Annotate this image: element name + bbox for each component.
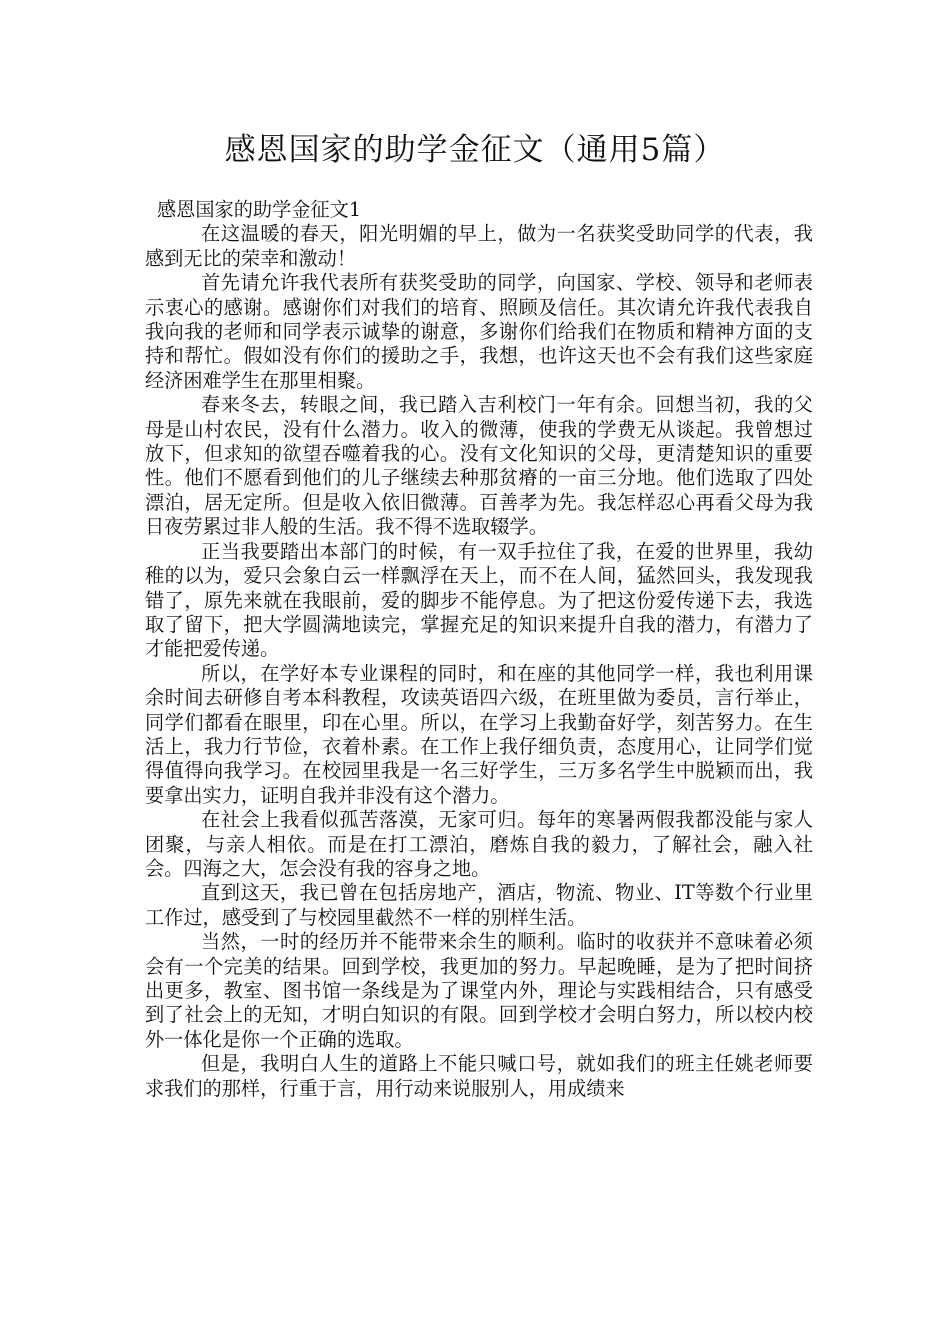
paragraph: 但是，我明白人生的道路上不能只喊口号，就如我们的班主任姚老师要求我们的那样，行重于言，用行动来说服别人，用成绩来 <box>145 1052 813 1100</box>
paragraph: 首先请允许我代表所有获奖受助的同学，向国家、学校、领导和老师表示衷心的感谢。感谢你们对我们的培育、照顾及信任。其次请允许我代表我自我向我的老师和同学表示诚挚的谢意，多谢你们给我们在物质和精神方面的支持和帮忙。假如没有你们的援助之手，我想，也许这天也不会有我们这些家庭经济困难学生在那里相聚。 <box>145 271 813 392</box>
section-heading: 感恩国家的助学金征文1 <box>157 198 362 221</box>
paragraph: 正当我要踏出本部门的时候，有一双手拉住了我，在爱的世界里，我幼稚的以为，爱只会象白云一样飘浮在天上，而不在人间，猛然回头，我发现我错了，原先来就在我眼前，爱的脚步不能停息。为了把这份爱传递下去，我选取了留下，把大学圆满地读完，掌握充足的知识来提升自我的潜力，有潜力了才能把爱传递。 <box>145 539 813 661</box>
paragraph: 所以，在学好本专业课程的同时，和在座的其他同学一样，我也利用课余时间去研修自考本科教程，攻读英语四六级，在班里做为委员，言行举止，同学们都看在眼里，印在心里。所以，在学习上我勤奋好学，刻苦努力。在生活上，我力行节俭，衣着朴素。在工作上我仔细负责，态度用心，让同学们觉得值得向我学习。在校园里我是一名三好学生，三万多名学生中脱颖而出，我要拿出实力，证明自我并非没有这个潜力。 <box>145 661 813 807</box>
document-title: 感恩国家的助学金征文（通用5篇） <box>224 132 726 168</box>
paragraph: 春来冬去，转眼之间，我已踏入吉利校门一年有余。回想当初，我的父母是山村农民，没有什么潜力。收入的微薄，使我的学费无从谈起。我曾想过放下，但求知的欲望吞噬着我的心。没有文化知识的父母，更清楚知识的重要性。他们不愿看到他们的儿子继续去种那贫瘠的一亩三分地。他们选取了四处漂泊，居无定所。但是收入依旧微薄。百善孝为先。我怎样忍心再看父母为我日夜劳累过非人般的生活。我不得不选取辍学。 <box>145 393 813 539</box>
document-body <box>145 198 813 1101</box>
paragraph: 当然，一时的经历并不能带来余生的顺利。临时的收获并不意味着必须会有一个完美的结果。回到学校，我更加的努力。早起晚睡，是为了把时间挤出更多，教室、图书馆一条线是为了课堂内外，理论与实践相结合，只有感受到了社会上的无知，才明白知识的有限。回到学校才会明白努力，所以校内校外一体化是你一个正确的选取。 <box>145 930 813 1051</box>
paragraph: 在这温暖的春天，阳光明媚的早上，做为一名获奖受助同学的代表，我感到无比的荣幸和激动！ <box>145 222 813 270</box>
paragraph: 在社会上我看似孤苦落漠，无家可归。每年的寒暑两假我都没能与家人团聚，与亲人相依。而是在打工漂泊，磨炼自我的毅力，了解社会，融入社会。四海之大，怎会没有我的容身之地。 <box>145 808 813 880</box>
paragraph: 直到这天，我已曾在包括房地产，酒店，物流、物业、IT等数个行业里工作过，感受到了与校园里截然不一样的别样生活。 <box>145 881 813 929</box>
